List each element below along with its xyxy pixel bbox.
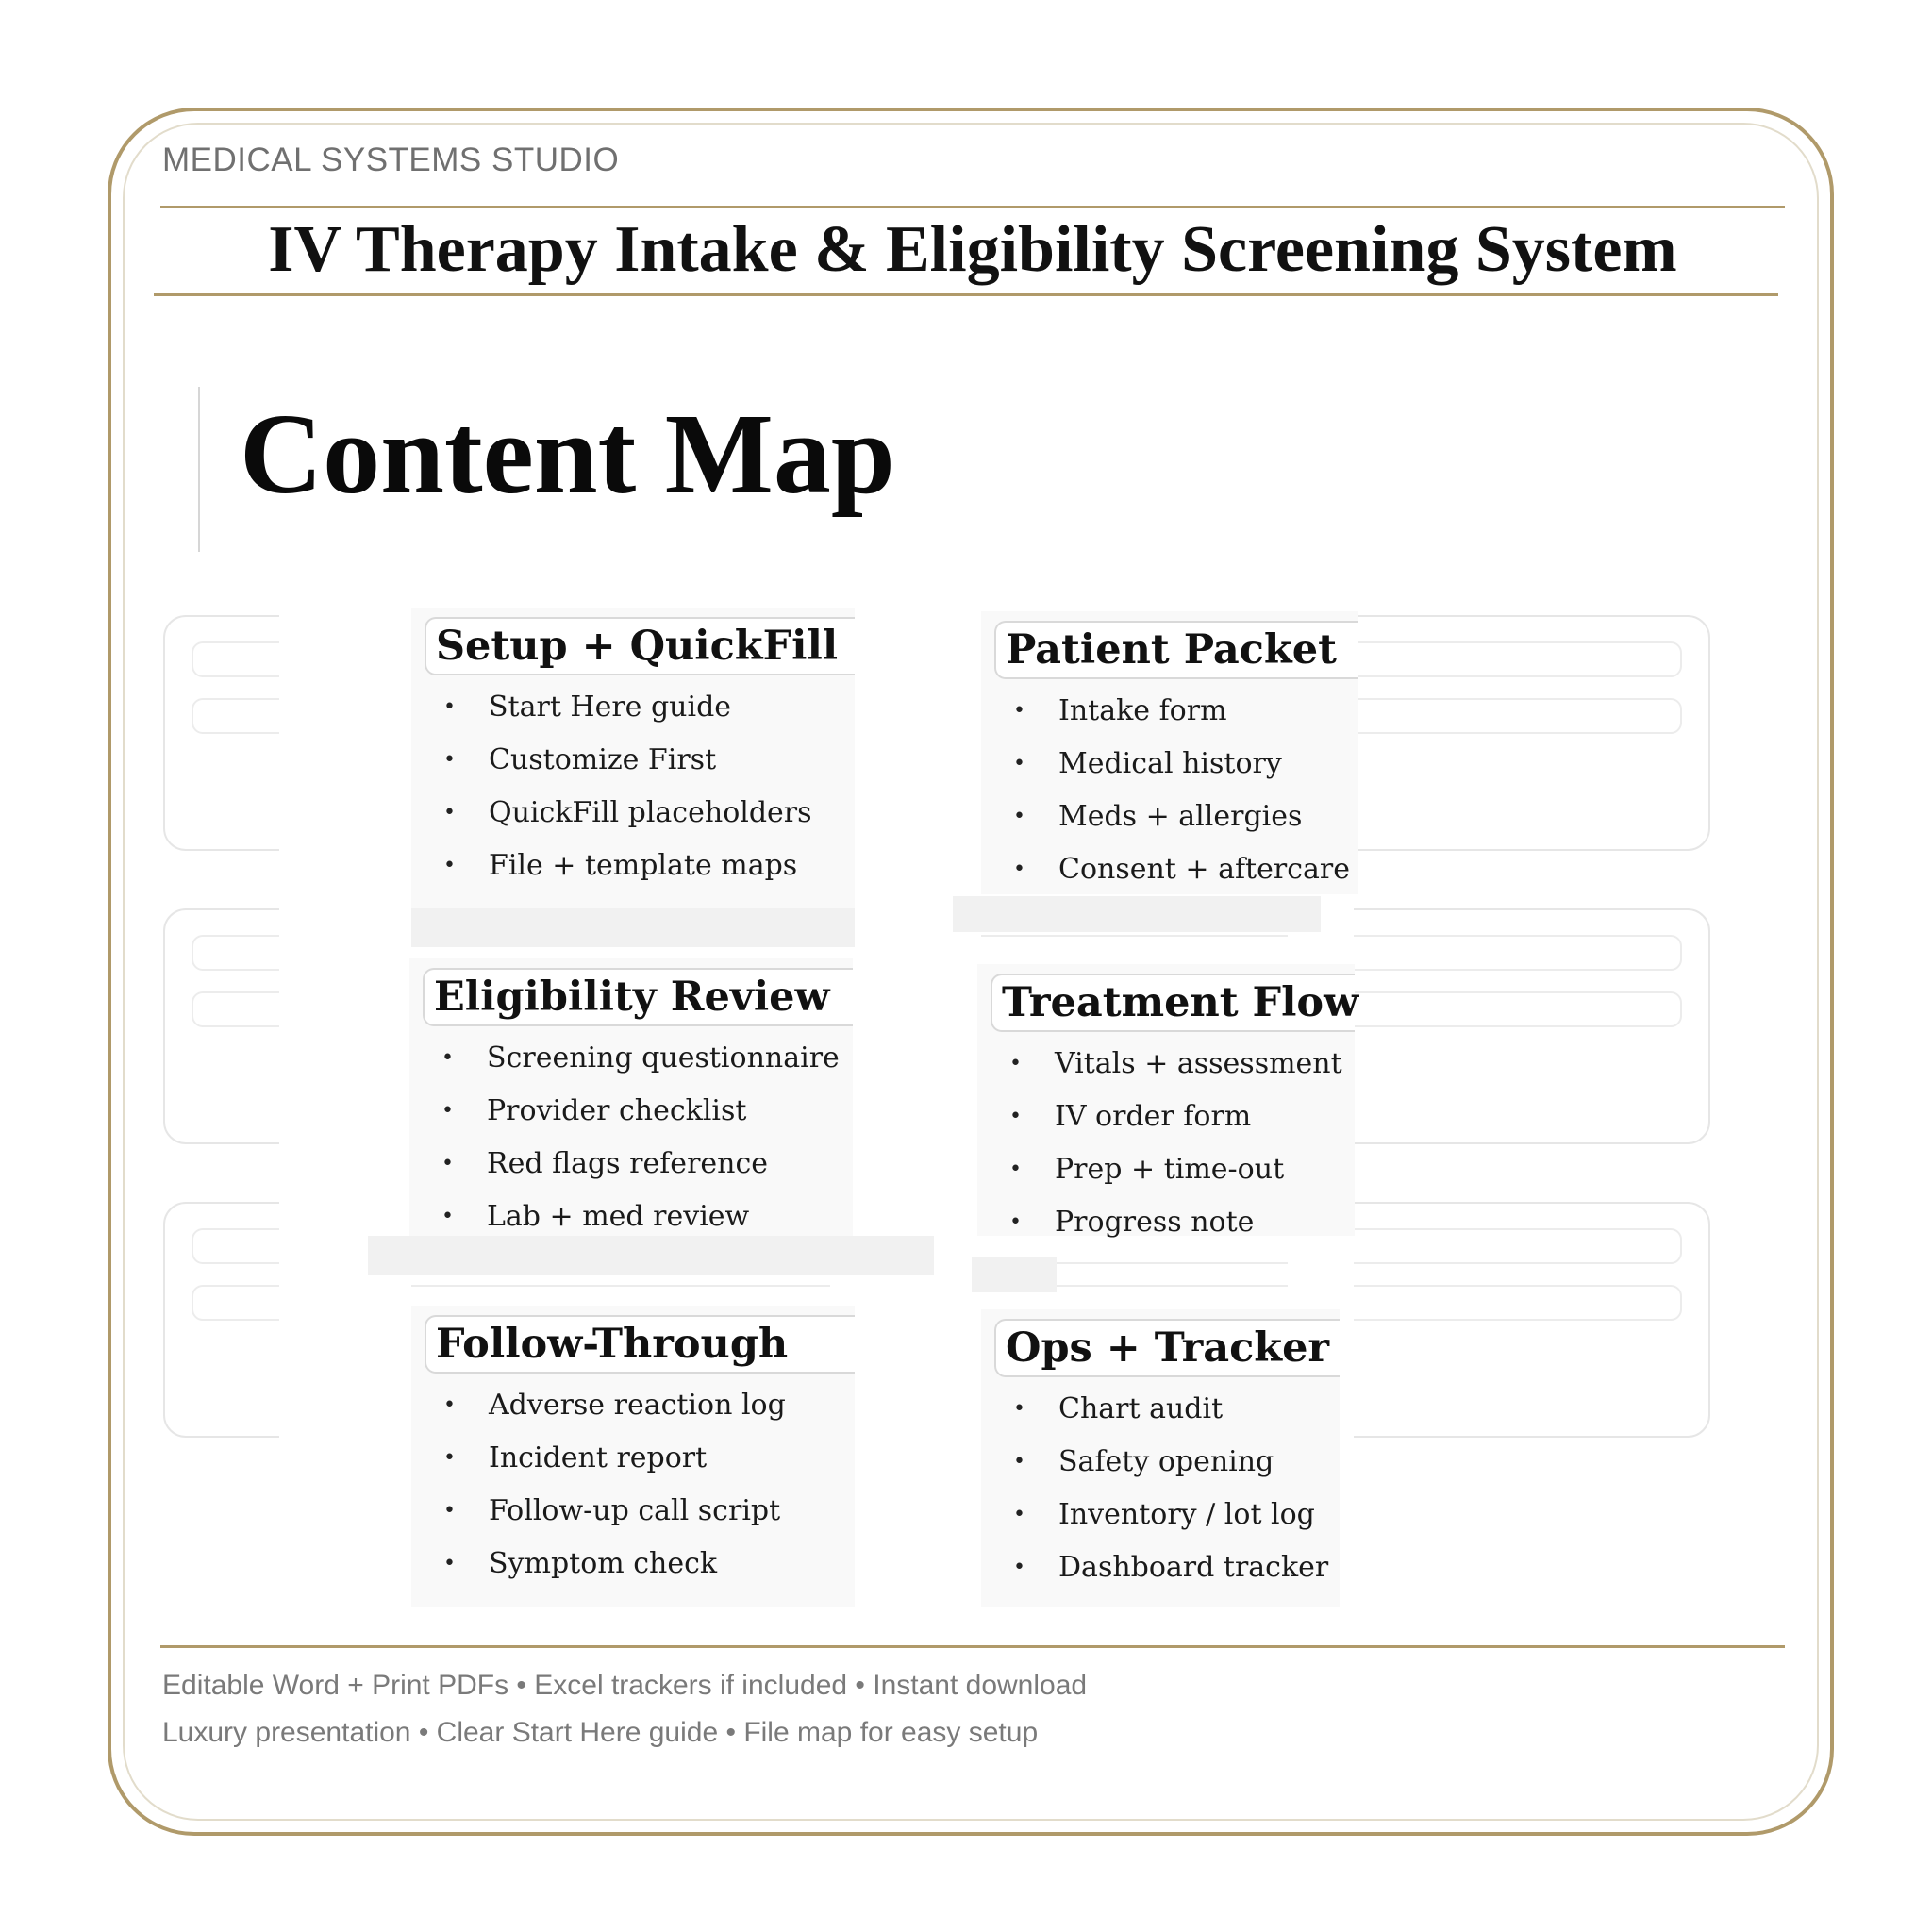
- page-title: IV Therapy Intake & Eligibility Screening System: [268, 213, 1677, 286]
- list-item-label: Red flags reference: [487, 1147, 769, 1180]
- section-strip: [972, 1257, 1057, 1292]
- bullet-icon: •: [441, 1152, 454, 1175]
- brand-label: MEDICAL SYSTEMS STUDIO: [162, 142, 620, 178]
- list-item: [977, 1196, 1355, 1249]
- bullet-icon: •: [443, 695, 456, 719]
- bullet-icon: •: [1013, 1556, 1025, 1579]
- bullet-icon: •: [443, 854, 456, 877]
- content-map-heading: Content Map: [240, 391, 895, 518]
- list-item: [411, 1485, 855, 1538]
- list-item: [981, 1541, 1340, 1594]
- list-item-label: Progress note: [1055, 1206, 1255, 1239]
- bullet-icon: •: [1013, 699, 1025, 723]
- list-item-label: IV order form: [1055, 1100, 1252, 1133]
- list-item-label: Chart audit: [1058, 1392, 1224, 1425]
- list-item: [981, 685, 1358, 738]
- bullet-icon: •: [1013, 752, 1025, 775]
- list-item-label: Symptom check: [489, 1547, 718, 1580]
- heading-accent-bar: [198, 387, 200, 552]
- section-card-patient-packet: [981, 611, 1358, 894]
- list-item: [411, 734, 855, 787]
- list-item-label: Vitals + assessment: [1055, 1047, 1342, 1080]
- list-item: [981, 843, 1358, 896]
- list-item-label: Dashboard tracker: [1058, 1551, 1329, 1584]
- list-item-label: Start Here guide: [489, 691, 732, 724]
- section-card-eligibility-review: [409, 958, 853, 1236]
- section-strip: [411, 908, 855, 947]
- list-item: [411, 787, 855, 840]
- bullet-icon: •: [1013, 1503, 1025, 1526]
- list-item: [409, 1138, 853, 1191]
- list-item: [411, 1538, 855, 1591]
- list-item: [411, 840, 855, 892]
- section-list: [981, 1383, 1340, 1594]
- list-item: [981, 1383, 1340, 1436]
- list-item: [409, 1032, 853, 1085]
- bullet-icon: •: [1013, 805, 1025, 828]
- list-item: [409, 1191, 853, 1243]
- list-item-label: Incident report: [489, 1441, 708, 1474]
- bullet-icon: •: [441, 1099, 454, 1123]
- bullet-icon: •: [1009, 1052, 1022, 1075]
- list-item-label: Intake form: [1058, 694, 1227, 727]
- list-item-label: Meds + allergies: [1058, 800, 1303, 833]
- list-item: [981, 1436, 1340, 1489]
- section-list: [409, 1032, 853, 1243]
- section-list: [981, 685, 1358, 896]
- bullet-icon: •: [1013, 858, 1025, 881]
- list-item-label: QuickFill placeholders: [489, 796, 812, 829]
- bullet-icon: •: [443, 748, 456, 772]
- section-title: Patient Packet: [994, 621, 1358, 679]
- list-item-label: Medical history: [1058, 747, 1282, 780]
- title-rule-bottom: [154, 293, 1778, 296]
- bullet-icon: •: [443, 801, 456, 824]
- section-card-follow-through: [411, 1306, 855, 1607]
- bullet-icon: •: [1009, 1210, 1022, 1234]
- section-title: Treatment Flow: [991, 974, 1355, 1032]
- list-item: [411, 1432, 855, 1485]
- list-item: [977, 1143, 1355, 1196]
- bullet-icon: •: [441, 1205, 454, 1228]
- section-list: [411, 1379, 855, 1591]
- list-item: [411, 681, 855, 734]
- white-patch: [279, 583, 411, 1611]
- list-item: [977, 1038, 1355, 1091]
- section-list: [977, 1038, 1355, 1249]
- bullet-icon: •: [443, 1499, 456, 1523]
- footer-rule: [160, 1645, 1785, 1648]
- list-item: [981, 791, 1358, 843]
- list-item-label: Inventory / lot log: [1058, 1498, 1315, 1531]
- section-card-treatment-flow: [977, 964, 1359, 1239]
- list-item: [977, 1091, 1355, 1143]
- list-item: [981, 738, 1358, 791]
- bullet-icon: •: [441, 1046, 454, 1070]
- list-item: [409, 1085, 853, 1138]
- list-item-label: Screening questionnaire: [487, 1041, 840, 1074]
- bullet-icon: •: [1009, 1158, 1022, 1181]
- list-item-label: Adverse reaction log: [489, 1389, 786, 1422]
- bullet-icon: •: [1009, 1105, 1022, 1128]
- section-title: Ops + Tracker: [994, 1319, 1340, 1377]
- list-item-label: Consent + aftercare: [1058, 853, 1350, 886]
- list-item-label: Provider checklist: [487, 1094, 747, 1127]
- section-card-ops-tracker: [981, 1309, 1340, 1607]
- list-item-label: File + template maps: [489, 849, 798, 882]
- list-item: [411, 1379, 855, 1432]
- footer-features-line: Editable Word + Print PDFs • Excel trackers if included • Instant download: [162, 1670, 1088, 1701]
- bullet-icon: •: [1013, 1397, 1025, 1421]
- list-item: [981, 1489, 1340, 1541]
- bullet-icon: •: [1013, 1450, 1025, 1474]
- section-list: [411, 681, 855, 892]
- bullet-icon: •: [443, 1393, 456, 1417]
- section-title: Eligibility Review: [423, 968, 853, 1026]
- list-item-label: Lab + med review: [487, 1200, 750, 1233]
- list-item-label: Prep + time-out: [1055, 1153, 1285, 1186]
- bullet-icon: •: [443, 1552, 456, 1575]
- section-title: Setup + QuickFill: [425, 617, 855, 675]
- section-card-setup: [411, 608, 855, 908]
- list-item-label: Follow-up call script: [489, 1494, 781, 1527]
- bullet-icon: •: [443, 1446, 456, 1470]
- list-item-label: Customize First: [489, 743, 717, 776]
- list-item-label: Safety opening: [1058, 1445, 1274, 1478]
- title-rule-top: [160, 206, 1785, 208]
- footer-benefits-line: Luxury presentation • Clear Start Here guide • File map for easy setup: [162, 1717, 1039, 1748]
- section-title: Follow-Through: [425, 1315, 855, 1374]
- section-strip: [953, 896, 1321, 932]
